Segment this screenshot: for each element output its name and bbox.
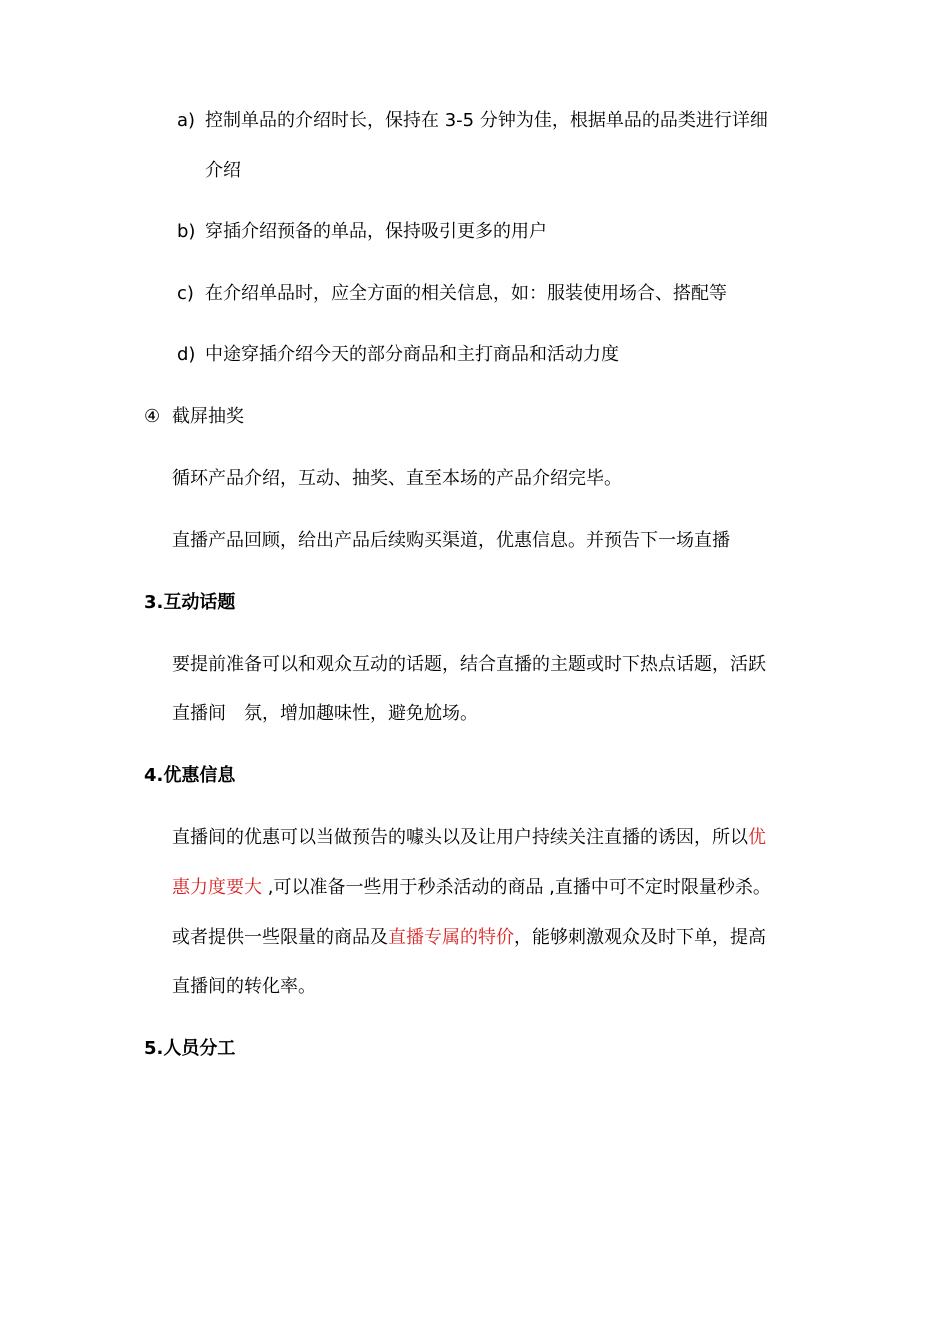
list-item-text: 在介绍单品时，应全方面的相关信息，如：服装使用场合、搭配等 — [205, 283, 727, 304]
list-item-b — [177, 220, 547, 244]
section-4-line-4: 直播间的转化率。 — [172, 976, 316, 997]
section-3-line-1: 要提前准备可以和观众互动的话题，结合直播的主题或时下热点话题，活跃 — [172, 654, 766, 675]
list-item-d — [177, 343, 619, 367]
list-marker: c) — [177, 283, 194, 304]
list-item-text: 中途穿插介绍今天的部分商品和主打商品和活动力度 — [205, 344, 619, 365]
highlight-text: 惠力度要大 — [172, 877, 262, 898]
step-four — [144, 405, 244, 429]
list-item-a-continuation: 介绍 — [205, 160, 241, 181]
section-4-line-1 — [172, 826, 766, 850]
section-5-title: 5.人员分工 — [144, 1038, 236, 1059]
paragraph-review: 直播产品回顾，给出产品后续购买渠道，优惠信息。并预告下一场直播 — [172, 530, 730, 551]
step-label: 截屏抽奖 — [172, 406, 244, 427]
list-item-a — [177, 109, 768, 133]
text-segment: ,可以准备一些用于秒杀活动的商品 ,直播中可不定时限量秒杀。 — [262, 877, 771, 898]
step-marker: ④ — [144, 406, 161, 427]
list-marker: b) — [177, 221, 196, 242]
paragraph-loop: 循环产品介绍，互动、抽奖、直至本场的产品介绍完毕。 — [172, 468, 622, 489]
section-3-line-2: 直播间 氛，增加趣味性，避免尬场。 — [172, 703, 478, 724]
highlight-text: 直播专属的特价 — [388, 927, 514, 948]
highlight-text: 优 — [748, 827, 766, 848]
list-item-c — [177, 282, 727, 306]
section-4-line-2 — [172, 876, 771, 900]
section-4-title: 4.优惠信息 — [144, 765, 236, 786]
text-segment: ，能够刺激观众及时下单，提高 — [514, 927, 766, 948]
list-item-text: 控制单品的介绍时长，保持在 3-5 分钟为佳，根据单品的品类进行详细 — [205, 110, 768, 131]
section-4-line-3 — [172, 926, 766, 950]
list-marker: d) — [177, 344, 196, 365]
text-segment: 或者提供一些限量的商品及 — [172, 927, 388, 948]
section-3-title: 3.互动话题 — [144, 592, 236, 613]
list-marker: a) — [177, 110, 196, 131]
text-segment: 直播间的优惠可以当做预告的噱头以及让用户持续关注直播的诱因，所以 — [172, 827, 748, 848]
list-item-text: 穿插介绍预备的单品，保持吸引更多的用户 — [205, 221, 547, 242]
